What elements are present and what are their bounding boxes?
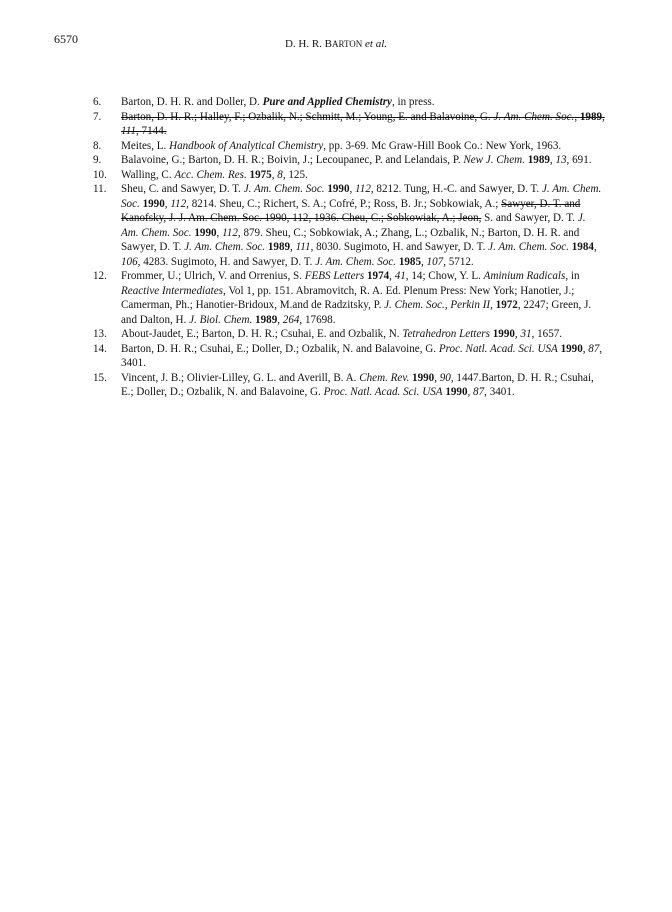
reference-segment: 106 bbox=[121, 255, 138, 268]
reference-item bbox=[93, 95, 605, 110]
reference-item bbox=[93, 327, 605, 342]
reference-segment: 8 bbox=[277, 168, 283, 181]
reference-segment: Barton, D. H. R. and Doller, D. bbox=[121, 96, 263, 108]
reference-segment: 1990 bbox=[412, 371, 435, 384]
running-head-author: D. H. R. B bbox=[284, 38, 332, 50]
reference-segment: , bbox=[290, 241, 296, 253]
running-head-smallcaps: ARTON bbox=[332, 39, 363, 49]
reference-segment: J. Am. Chem. Soc. bbox=[121, 212, 586, 239]
reference-segment: , 3401. bbox=[484, 386, 515, 398]
reference-segment: , bbox=[349, 183, 356, 195]
reference-segment: 1990 bbox=[142, 197, 165, 210]
reference-number: 8. bbox=[93, 139, 102, 152]
reference-item bbox=[93, 153, 605, 168]
reference-item bbox=[93, 342, 605, 371]
reference-number: 11. bbox=[93, 183, 107, 195]
reference-segment: 1989 bbox=[579, 110, 603, 123]
reference-text bbox=[121, 270, 591, 326]
reference-text bbox=[121, 183, 601, 268]
reference-segment: , bbox=[602, 110, 605, 123]
reference-segment: S. and Sawyer, D. T. bbox=[481, 212, 578, 224]
reference-item bbox=[93, 139, 605, 154]
page-number: 6570 bbox=[54, 32, 78, 46]
reference-segment: 1990 bbox=[492, 328, 515, 340]
reference-segment: 111 bbox=[295, 241, 311, 253]
reference-text bbox=[121, 343, 602, 370]
reference-segment: 1985 bbox=[398, 255, 421, 268]
reference-item bbox=[93, 269, 605, 327]
reference-text bbox=[121, 328, 562, 340]
reference-segment: , bbox=[490, 299, 496, 311]
reference-segment: 1989 bbox=[267, 241, 291, 253]
reference-segment: J. Am. Chem. Soc. bbox=[243, 183, 325, 195]
reference-segment: , bbox=[574, 110, 580, 123]
reference-segment: 264 bbox=[282, 313, 300, 326]
page-header bbox=[54, 32, 618, 50]
reference-segment: , 1657. bbox=[531, 328, 563, 340]
reference-segment: J. Am. Chem. Soc. bbox=[493, 110, 575, 123]
reference-segment: J. Am. Chem. Soc. bbox=[121, 183, 602, 210]
reference-segment: Balavoine, G.; Barton, D. H. R.; Boivin, J.; Lecoupanec, P. and Lelandais, P. bbox=[121, 154, 464, 166]
reference-segment: , pp. 3-69. Mc Graw-Hill Book Co.: New York, 1963. bbox=[323, 139, 562, 152]
reference-item bbox=[93, 371, 605, 400]
reference-segment: 112 bbox=[355, 183, 371, 195]
reference-segment: , bbox=[434, 371, 440, 384]
reference-segment: 90 bbox=[439, 371, 451, 384]
reference-segment: 1990 bbox=[560, 342, 583, 355]
reference-segment: , 2247; Green, J. and Dalton, H. bbox=[121, 299, 592, 326]
reference-segment: Vincent, J. B.; Olivier-Lilley, G. L. and Averill, B. A. bbox=[121, 371, 360, 384]
reference-segment: , bbox=[389, 270, 395, 282]
reference-segment: , in press. bbox=[391, 96, 435, 108]
reference-text bbox=[121, 96, 434, 108]
reference-segment: , 5712. bbox=[443, 255, 474, 268]
reference-segment: Barton, D. H. R.; Csuhai, E.; Doller, D.; Ozbalik, N. and Balavoine, G. bbox=[121, 342, 439, 355]
reference-segment: 1975 bbox=[249, 168, 272, 181]
reference-segment: , 8030. Sugimoto, H. and Sawyer, D. T. bbox=[310, 241, 489, 253]
reference-segment: , 4283. Sugimoto, H. and Sawyer, D. T. bbox=[137, 255, 316, 268]
reference-segment: , bbox=[277, 313, 283, 326]
reference-segment: Aminium Radicals bbox=[483, 270, 566, 282]
reference-segment: 31 bbox=[520, 328, 532, 340]
reference-segment: , in bbox=[565, 270, 580, 282]
reference-list bbox=[93, 95, 605, 400]
reference-segment: , 7144. bbox=[136, 125, 167, 137]
reference-text bbox=[121, 169, 308, 181]
reference-segment: Sheu, C. and Sawyer, D. T. bbox=[121, 183, 244, 195]
reference-segment: , bbox=[593, 241, 597, 253]
reference-segment: , bbox=[164, 197, 171, 210]
reference-item bbox=[93, 110, 605, 139]
reference-segment: 87 bbox=[588, 342, 600, 355]
reference-segment: 107 bbox=[426, 255, 444, 268]
reference-segment: Meites, L. bbox=[121, 139, 170, 152]
reference-segment: , 879. Sheu, C.; Sobkowiak, A.; Zhang, L.; Ozbalik, N.; Barton, D. H. R. and Sawyer, D. T. bbox=[121, 226, 580, 253]
reference-segment: 1990 bbox=[194, 226, 217, 239]
reference-segment: 1972 bbox=[495, 299, 518, 311]
reference-segment: 1984 bbox=[571, 241, 594, 253]
reference-number: 15. bbox=[93, 371, 107, 384]
reference-segment: 112 bbox=[222, 226, 238, 239]
reference-number: 7. bbox=[93, 110, 102, 123]
reference-segment: Chem. Rev. bbox=[359, 371, 410, 384]
reference-segment: Walling, C. bbox=[121, 168, 175, 181]
reference-segment: 112 bbox=[170, 197, 187, 210]
reference-number: 14. bbox=[93, 342, 107, 355]
reference-segment: 111 bbox=[121, 125, 136, 137]
running-head-etal: et al. bbox=[365, 38, 388, 50]
reference-segment: Acc. Chem. Res. bbox=[174, 168, 247, 181]
reference-segment: , 8212. Tung, H.-C. and Sawyer, D. T. bbox=[370, 183, 542, 195]
reference-text bbox=[121, 111, 605, 138]
reference-number: 9. bbox=[93, 154, 102, 166]
reference-segment: J. Biol. Chem. bbox=[189, 313, 253, 326]
reference-text bbox=[121, 372, 594, 399]
reference-segment: 87 bbox=[473, 386, 485, 398]
reference-segment: 1990 bbox=[327, 183, 350, 195]
reference-segment: 1974 bbox=[366, 270, 390, 282]
reference-segment: Handbook of Analytical Chemistry bbox=[169, 139, 324, 152]
reference-segment: Proc. Natl. Acad. Sci. USA bbox=[438, 342, 558, 355]
reference-segment: J. Am. Chem. Soc. bbox=[184, 241, 266, 253]
running-head bbox=[54, 38, 618, 50]
reference-segment: , 14; Chow, Y. L. bbox=[405, 270, 484, 282]
reference-item bbox=[93, 182, 605, 269]
reference-segment: Sawyer, D. T. and Kanofsky, J. J. Am. Chem. Soc. 1990, 112, 1936. Cheu, C.; Sobkowiak, A.; Jeon, bbox=[121, 197, 581, 224]
reference-segment: Reactive Intermediates bbox=[121, 284, 223, 297]
reference-segment: New J. Chem. bbox=[463, 154, 525, 166]
reference-number: 10. bbox=[93, 168, 107, 181]
reference-segment: J. Am. Chem. Soc. bbox=[315, 255, 397, 268]
reference-segment: 1990 bbox=[445, 386, 468, 398]
reference-segment: About-Jaudet, E.; Barton, D. H. R.; Csuhai, E. and Ozbalik, N. bbox=[121, 328, 403, 340]
reference-segment: , bbox=[514, 328, 521, 340]
reference-number: 12. bbox=[93, 270, 107, 282]
reference-segment: J. Am. Chem. Soc. bbox=[488, 241, 569, 253]
reference-segment: Barton, D. H. R.; Halley, F.; Ozbalik, N.; Schmitt, M.; Young, E. and Balavoine, G. bbox=[121, 110, 494, 123]
reference-segment: , bbox=[271, 168, 278, 181]
reference-segment: , 17698. bbox=[299, 313, 336, 326]
reference-segment: 1989 bbox=[527, 154, 550, 166]
reference-segment: J. Chem. Soc., Perkin II bbox=[384, 299, 491, 311]
reference-segment: 1989 bbox=[255, 313, 278, 326]
reference-segment: , 3401. bbox=[121, 342, 603, 369]
reference-segment: , bbox=[216, 226, 223, 239]
reference-number: 6. bbox=[93, 96, 102, 108]
reference-segment: , 8214. Sheu, C.; Richert, S. A.; Cofré, P.; Ross, B. Jr.; Sobkowiak, A.; bbox=[186, 197, 502, 210]
reference-number: 13. bbox=[93, 328, 107, 340]
reference-segment: 13 bbox=[555, 154, 567, 166]
reference-segment: FEBS Letters bbox=[304, 270, 365, 282]
reference-segment: , 1447.Barton, D. H. R.; Csuhai, E.; Doller, D.; Ozbalik, N. and Balavoine, G. bbox=[121, 371, 594, 398]
reference-segment: Proc. Natl. Acad. Sci. USA bbox=[323, 386, 443, 398]
reference-segment: , 125. bbox=[282, 168, 308, 181]
reference-item bbox=[93, 168, 605, 183]
reference-segment: Pure and Applied Chemistry bbox=[262, 96, 392, 108]
reference-segment: , bbox=[467, 386, 474, 398]
reference-segment: , Vol 1, pp. 151. Abramovitch, R. A. Ed. Plenum Press: New York; Hanotier, J.; Camerman, Ph.; Hanotier-Bridoux, M.and de Radzitsky, P. bbox=[121, 284, 575, 311]
reference-segment: 41 bbox=[394, 270, 406, 282]
reference-segment: Frommer, U.; Ulrich, V. and Orrenius, S. bbox=[121, 270, 305, 282]
reference-text bbox=[121, 154, 592, 166]
reference-segment: , 691. bbox=[566, 154, 592, 166]
reference-segment: Tetrahedron Letters bbox=[402, 328, 490, 340]
reference-segment: , bbox=[421, 255, 427, 268]
reference-segment: , bbox=[582, 342, 589, 355]
reference-text bbox=[121, 140, 561, 152]
reference-segment: , bbox=[549, 154, 556, 166]
